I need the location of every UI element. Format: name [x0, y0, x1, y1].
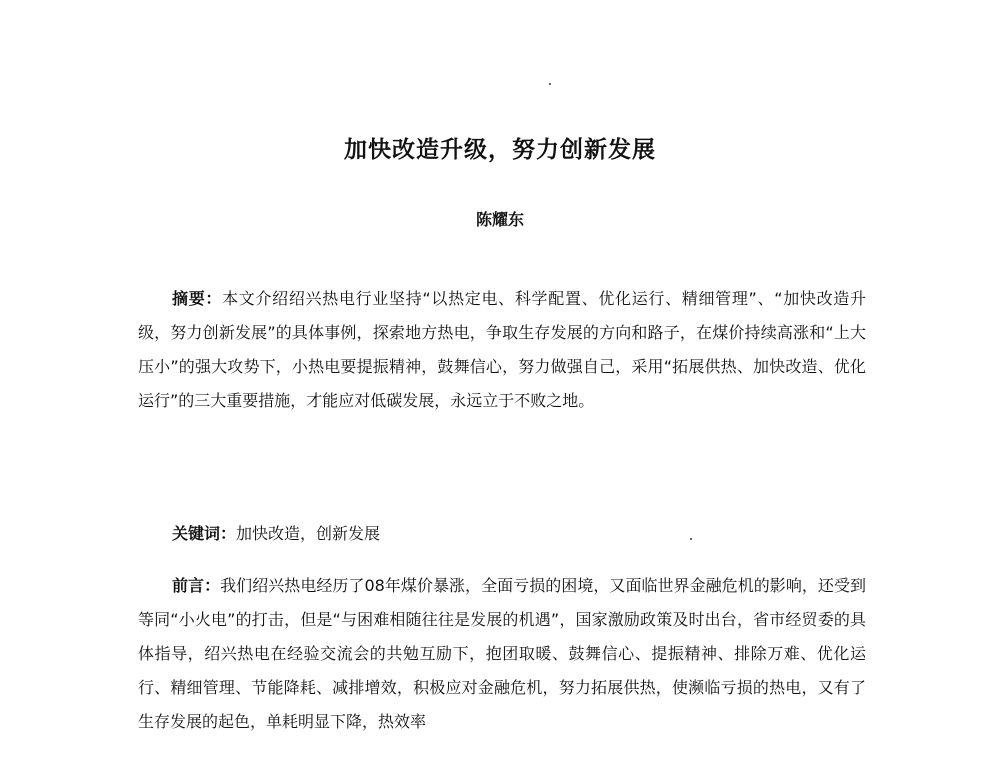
scan-speck [549, 83, 551, 85]
foreword-text: 我们绍兴热电经历了08年煤价暴涨，全面亏损的困境，又面临世界金融危机的影响，还受到等同“小火电”的打击，但是“与困难相随往往是发展的机遇”，国家激励政策及时出台，省市经贸委的具体指导，绍兴热电在经验交流会的共勉互励下，抱团取暖、鼓舞信心、提振精神、排除万难、优化运行、精细管理、节能降耗、减排增效，积极应对金融危机，努力拓展供热，使濒临亏损的热电，又有了生存发展的起色，单耗明显下降，热效率 [138, 576, 866, 731]
keywords-paragraph [138, 517, 866, 551]
foreword-paragraph [138, 569, 866, 739]
abstract-paragraph [138, 282, 866, 418]
keywords-text: 加快改造，创新发展 [236, 524, 381, 543]
keywords-label: 关键词： [172, 524, 237, 543]
page-title: 加快改造升级，努力创新发展 [344, 137, 656, 163]
abstract-label: 摘要： [172, 289, 223, 308]
author-name: 陈耀东 [475, 210, 524, 229]
foreword-label: 前言： [172, 576, 221, 595]
abstract-text: 本文介绍绍兴热电行业坚持“以热定电、科学配置、优化运行、精细管理”、“加快改造升级，努力创新发展”的具体事例，探索地方热电，争取生存发展的方向和路子，在煤价持续高涨和“上大压小”的强大攻势下，小热电要提振精神，鼓舞信心，努力做强自己，采用“拓展供热、加快改造、优化运行”的三大重要措施，才能应对低碳发展，永远立于不败之地。 [138, 289, 866, 410]
